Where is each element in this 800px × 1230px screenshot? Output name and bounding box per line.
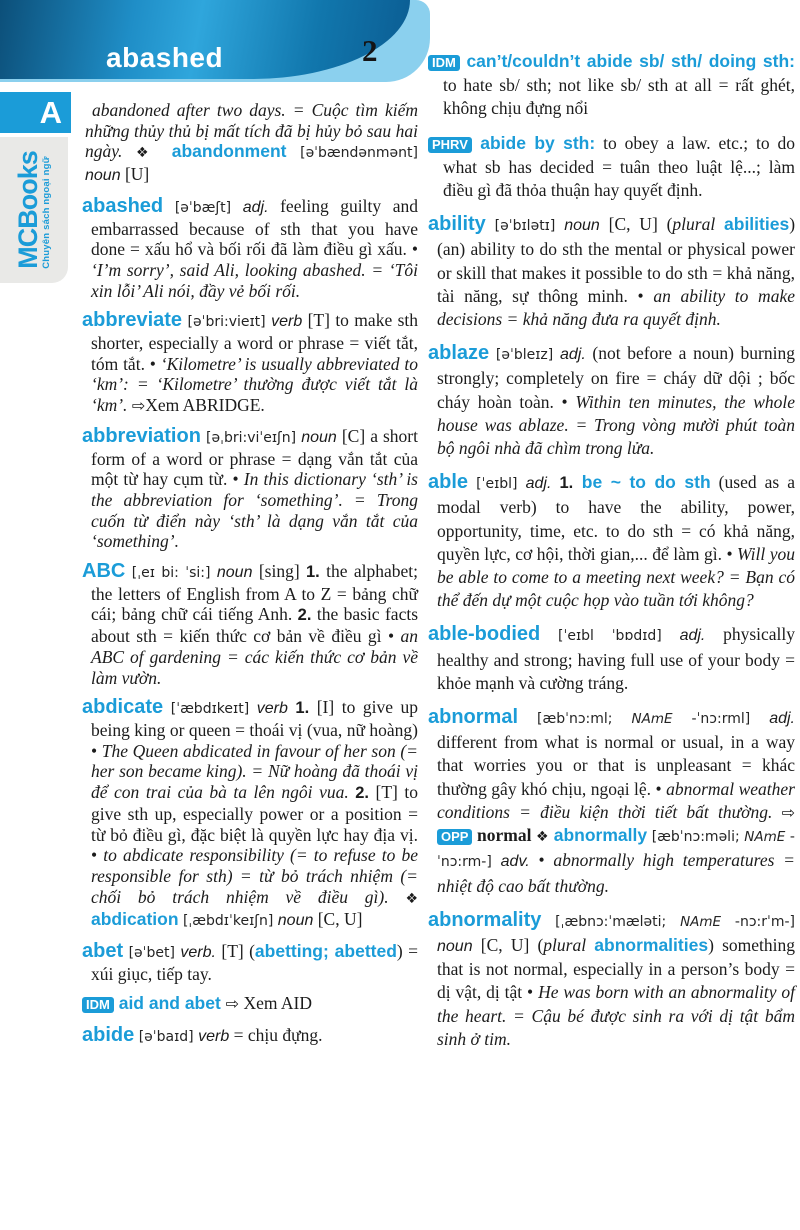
definition-text: [C, U] ( (599, 214, 673, 235)
definition-text: [C, U] (313, 909, 363, 930)
subentry-word: abnormalities (594, 934, 709, 955)
part-of-speech: adj. (242, 198, 269, 216)
phonetic: [əˌbri:viˈeɪʃn] (200, 429, 302, 446)
part-of-speech: noun (85, 167, 121, 185)
phonetic: [əˈbleɪz] (489, 347, 560, 364)
example-text: In this dictionary ‘sth’ is the abbreviation for ‘something’. = Trong cuốn từ điển này ‘sth’ là dạng vắn tắt của ‘something’. (91, 469, 418, 552)
subentry-word: abetting; abetted (254, 941, 397, 962)
phonetic: [əˈbæʃt] (163, 199, 243, 216)
example-text: to abdicate responsibility (= to refuse to be responsible for sth) = từ bỏ trách nhiệm (= chối bỏ trách nhiệm về điều gì). (91, 845, 418, 907)
phonetic: -ˈnɔ:rml] (672, 711, 770, 728)
definition-text: the basic facts about sth = kiến thức cơ bản về điều gì • (91, 604, 419, 647)
example-text: abnormally high temperatures = nhiệt độ cao bất thường. (437, 850, 795, 896)
arrow-icon: ⇨ (131, 396, 146, 416)
publisher-name: MCBooks (13, 151, 44, 269)
part-of-speech: verb. (180, 944, 216, 962)
definition-text: [sing] (252, 561, 306, 582)
phrasal-abide-by-sth (428, 132, 795, 203)
diamond-icon: ❖ (535, 829, 549, 846)
arrow-icon: ⇨ (225, 994, 240, 1014)
phonetic: [ˌæbdɪˈkeɪʃn] (178, 913, 278, 930)
phonetic: [əˈbændənmənt] (286, 145, 418, 162)
definition-text: (not before a noun) burning strongly; completely on fire = cháy dữ dội ; bốc cháy hoàn toàn. • (437, 343, 795, 412)
subentry-word: abnormally (548, 825, 648, 846)
definition-text: Xem AID (239, 993, 312, 1014)
subentry-word: abandonment (157, 141, 287, 162)
definition-text: [T] ( (215, 941, 255, 962)
page-number: 2 (362, 33, 378, 68)
phonetic: [ˈæbdɪkeɪt] (163, 701, 257, 718)
phonetic-region: NAmE (680, 913, 722, 930)
example-text: plural (543, 934, 587, 955)
part-of-speech: verb (256, 700, 288, 718)
headword: able-bodied (428, 623, 541, 646)
entry-abashed (82, 196, 418, 302)
definition-text: ) something that is not normal, especially in a person’s body = dị vật, dị tật • (437, 934, 795, 1003)
subentry-word: abilities (724, 214, 790, 235)
definition-text: physically healthy and strong; having full use of your body = khỏe mạnh và cường tráng. (437, 624, 796, 693)
definition-text: [T] to give sth up, especially power or a position = từ bỏ điều gì, đặc biệt là quyền lực hay địa vị. • (91, 782, 418, 866)
phonetic: [əˈbet] (123, 945, 181, 962)
subentry-word: be ~ to do sth (573, 472, 711, 493)
part-of-speech: noun (216, 564, 253, 582)
publisher-tagline: Chuyên sách ngoại ngữ (41, 156, 53, 269)
headword: abdicate (82, 696, 164, 719)
headword: abnormality (428, 908, 542, 931)
headword: ABC (82, 560, 126, 583)
badge-phrv: PHRV (428, 137, 472, 153)
entry-abbreviation (82, 426, 418, 552)
subentry-word: can’t/couldn’t abide sb/ sth/ doing sth: (459, 51, 795, 71)
definition-text: [C, U] ( (472, 934, 544, 955)
phonetic: [ˌeɪ bi: ˈsi:] (125, 565, 217, 582)
entry-abnormality (428, 909, 795, 1051)
phonetic-region: NAmE (744, 829, 786, 846)
letter-tab: A (0, 92, 71, 133)
definition-text: [C] a short form of a word or phrase = dạng vắn tắt của một từ hay cụm từ. • (91, 425, 418, 490)
entry-ablaze (428, 342, 795, 460)
entry-abnormal (428, 706, 795, 898)
headword: ablaze (428, 342, 490, 365)
entry-abc (82, 561, 418, 688)
headword: abnormal (428, 706, 519, 729)
arrow-icon: ⇨ (781, 802, 796, 822)
sense-number: 1. (559, 474, 574, 493)
entry-ability (428, 213, 795, 331)
phonetic: -nɔ:rˈm-] (721, 913, 795, 930)
part-of-speech: adv. (500, 853, 530, 871)
headword: able (428, 471, 469, 494)
part-of-speech: noun (437, 937, 473, 955)
left-text-column (82, 100, 418, 1057)
badge-idm: IDM (82, 997, 114, 1013)
sense-number: 1. (295, 699, 310, 718)
example-text: ‘Kilometre’ is usually abbreviated to ‘km’: = ‘Kilometre’ thường được viết tắt là ‘km’. (91, 353, 418, 416)
definition-text: (used as a modal verb) to have the ability, power, opportunity, time, etc. to do sth = có khả năng, quyền lực, cơ hội, thời gian,... để làm gì. • (437, 472, 795, 564)
example-text: plural (672, 214, 716, 235)
part-of-speech: adj. (679, 627, 706, 645)
headword: abbreviate (82, 309, 183, 332)
sense-number: 2. (355, 784, 369, 803)
example-text: ‘I’m sorry’, said Ali, looking abashed. = ‘Tôi xin lỗi’ Ali nói, đầy vẻ bối rối. (91, 259, 418, 301)
headword: abashed (82, 194, 164, 217)
phonetic: [ˈeɪbl ˈbɒdɪd] (540, 628, 680, 645)
subentry-word: aid and abet (113, 993, 226, 1014)
diamond-icon: ❖ (405, 890, 418, 907)
definition-text: • (529, 850, 554, 871)
headword: abbreviation (82, 424, 201, 447)
headword: abet (82, 940, 124, 963)
definition-text: Xem ABRIDGE. (145, 395, 265, 416)
entry-abbreviate (82, 310, 418, 417)
entry-able (428, 471, 795, 612)
phonetic: [ˈeɪbl] (468, 476, 526, 493)
example-text: The Queen abdicated in favour of her son (= her son became king). = Nữ hoàng đã thoái vị để con trai của bà ta lên ngôi vua. (91, 740, 418, 803)
definition-text: to hate sb/ sth; not like sb/ sth at all = rất ghét, không chịu đựng nổi (443, 75, 795, 119)
idiom-aid-and-abet (82, 993, 418, 1016)
bold-word: normal (472, 825, 536, 846)
right-text-column (428, 50, 795, 1062)
entry-abide (82, 1025, 418, 1048)
phonetic: [ˌæbnɔ:ˈmæləti; (541, 913, 681, 930)
sense-number: 1. (306, 563, 320, 582)
definition-text: [T] to make sth shorter, especially a word or phrase = viết tắt, tóm tắt. • (91, 310, 419, 374)
definition-text: [I] to give up being king or queen = thoái vị (vua, nữ hoàng) • (91, 697, 419, 761)
part-of-speech: noun (564, 217, 600, 235)
example-text: an ability to make decisions = khả năng đưa ra quyết định. (437, 285, 795, 330)
publisher-logo-rotated (13, 151, 53, 269)
part-of-speech: adj. (559, 346, 586, 364)
entry-abandon-continued (82, 100, 418, 187)
idiom-cant-couldnt-abide (428, 50, 795, 121)
subentry-word: abdication (91, 909, 179, 930)
definition-text: feeling guilty and embarrassed because of sth that you have done = xấu hổ và bối rối đã làm điều gì xấu. • (91, 195, 418, 260)
example-text: Within ten minutes, the whole house was ablaze. = Trong vòng mười phút toàn bộ ngôi nhà đã chìm trong lửa. (437, 391, 796, 459)
headword: abide (82, 1024, 135, 1047)
badge-opp: OPP (437, 829, 472, 845)
part-of-speech: verb (271, 313, 303, 331)
sense-number: 2. (297, 606, 312, 625)
entry-abdicate (82, 697, 418, 932)
phonetic: [əˈbaɪd] (134, 1029, 199, 1046)
part-of-speech: noun (301, 428, 337, 446)
part-of-speech: adj. (525, 475, 552, 493)
example-text: an ABC of gardening = các kiến thức cơ bản về làm vườn. (91, 626, 418, 688)
publisher-logo (0, 137, 68, 283)
example-text: abnormal weather conditions = điều kiện thời tiết bất thường. (437, 778, 795, 822)
part-of-speech: adj. (769, 710, 795, 728)
definition-text: different from what is normal or usual, in a way that worries you or that is unpleasant = khác thường gây khó chịu, ngoại lệ. • (437, 732, 795, 799)
definition-text (772, 802, 781, 822)
definition-text: = chịu đựng. (229, 1025, 323, 1046)
entry-able-bodied (428, 623, 795, 695)
entry-abet (82, 941, 418, 984)
definition-text (715, 214, 724, 234)
badge-idm: IDM (428, 55, 460, 71)
guide-word: abashed (106, 42, 224, 73)
phonetic: [æbˈnɔ:məli; (647, 829, 745, 846)
example-text: Will you be able to come to a meeting next week? = Bạn có thể đến dự một cuộc họp vào tuần tới không? (437, 543, 795, 611)
definition-text: the alphabet; the letters of English from A to Z = bảng chữ cái; bảng chữ cái tiếng Anh. (91, 561, 418, 625)
definition-text: to obey a law. etc.; to do what sb has decided = tuân theo luật lệ...; làm điều gì đã thỏa thuận hay quyết định. (443, 132, 795, 201)
phonetic: [əˈbri:vieɪt] (182, 314, 272, 331)
diamond-icon: ❖ (135, 145, 158, 162)
phonetic: -ˈnɔ:rm-] (437, 829, 795, 871)
headword: ability (428, 213, 486, 236)
part-of-speech: verb (198, 1028, 230, 1046)
phonetic: [əˈbɪlətɪ] (485, 218, 565, 235)
definition-text: ) = xúi giục, tiếp tay. (91, 941, 418, 984)
example-text: He was born with an abnormality of the heart. = Cậu bé được sinh ra với dị tật bẩm sinh ở tim. (437, 982, 795, 1049)
definition-text: ) (an) ability to do sth the mental or physical power or skill that makes it possible to do sth = khả năng, tài năng, sự thông minh. • (437, 214, 796, 306)
part-of-speech: noun (277, 912, 314, 930)
example-text: abandoned after two days. = Cuộc tìm kiếm những thủy thủ bị mất tích đã bị hủy bỏ sau hai ngày. (85, 100, 418, 162)
definition-text: [U] (120, 164, 150, 185)
phonetic: [æbˈnɔ:ml; (518, 711, 632, 728)
phonetic-region: NAmE (631, 711, 673, 728)
subentry-word: abide by sth: (471, 132, 596, 153)
